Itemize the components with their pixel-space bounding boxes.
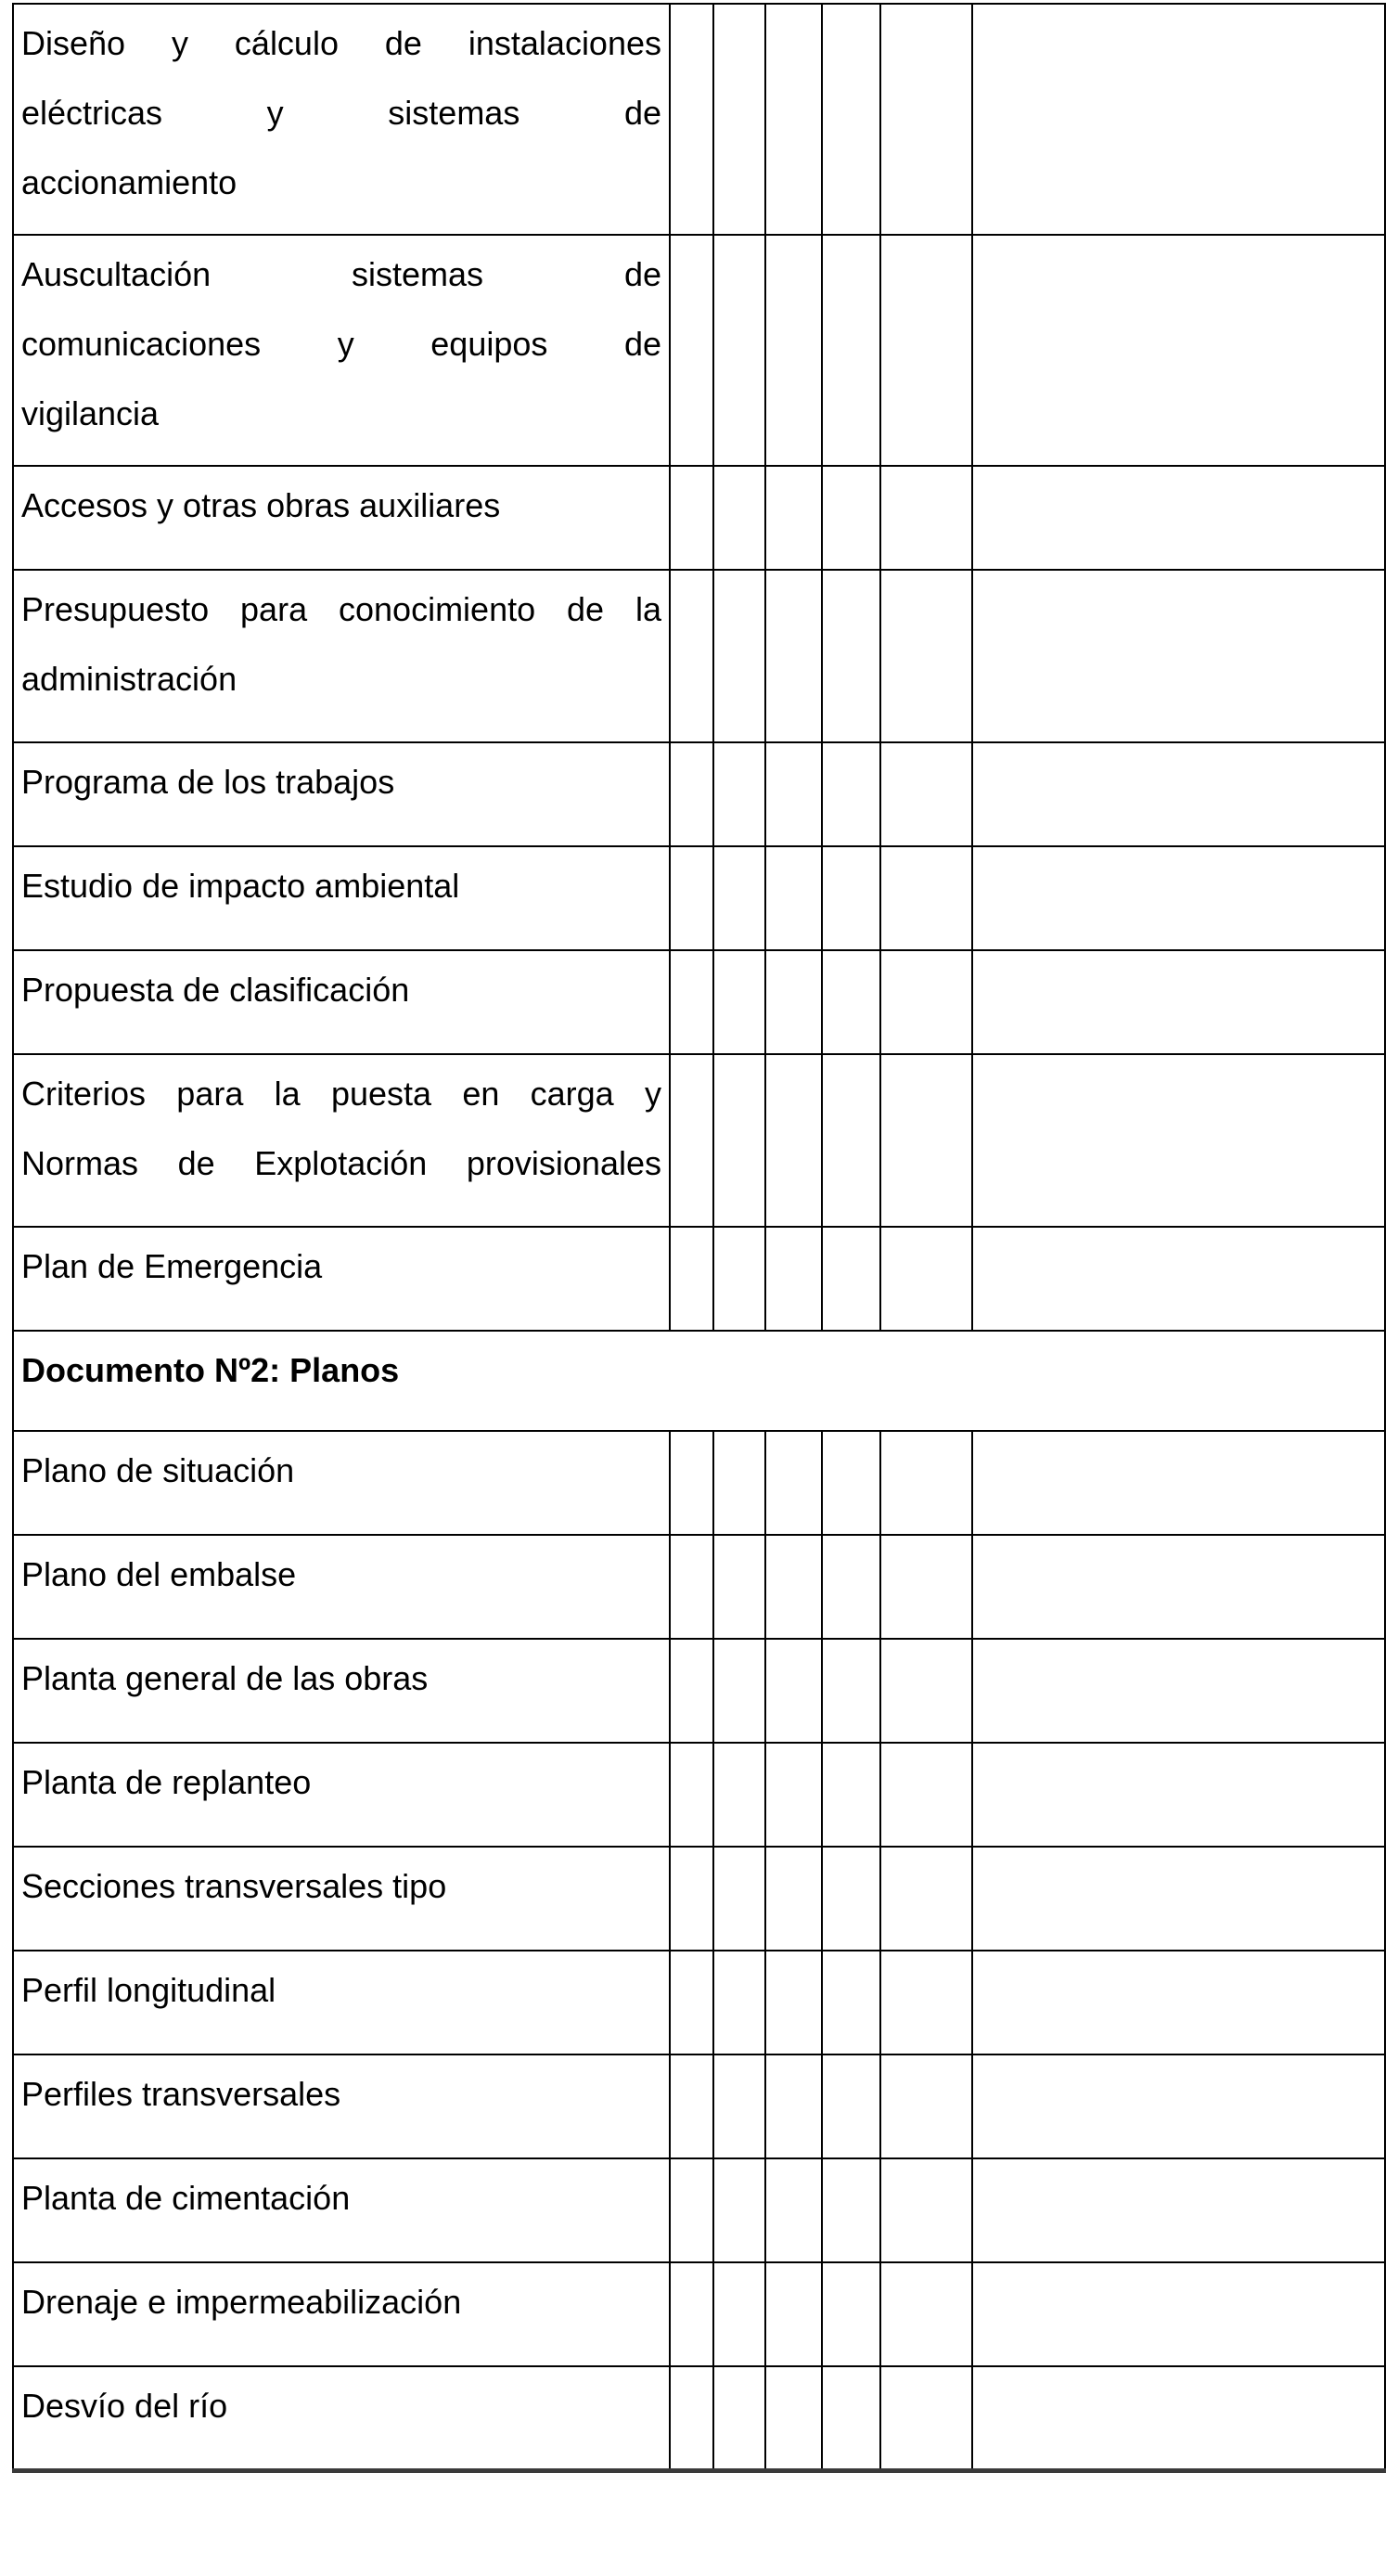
item-label-cell: [13, 2262, 670, 2366]
check-cell-2: [713, 1227, 765, 1331]
table-body: [13, 4, 1385, 2470]
check-cell-1: [670, 846, 713, 950]
item-label-cell: [13, 1227, 670, 1331]
notes-cell: [972, 2054, 1385, 2158]
check-cell-3: [765, 846, 822, 950]
check-cell-2: [713, 846, 765, 950]
item-label-cell: [13, 1951, 670, 2054]
check-cell-5: [880, 2366, 972, 2470]
check-cell-5: [880, 235, 972, 466]
check-cell-5: [880, 1847, 972, 1951]
item-text-line: Presupuesto para conocimiento de la: [21, 590, 661, 628]
check-cell-5: [880, 846, 972, 950]
check-cell-1: [670, 235, 713, 466]
item-text-line: Accesos y otras obras auxiliares: [21, 486, 501, 524]
check-cell-3: [765, 466, 822, 570]
item-label-cell: [13, 1054, 670, 1227]
table-row: [13, 235, 1385, 466]
check-cell-4: [822, 1847, 880, 1951]
item-text-line: Planta general de las obras: [21, 1659, 429, 1697]
notes-cell: [972, 1431, 1385, 1535]
check-cell-4: [822, 1639, 880, 1743]
notes-cell: [972, 2366, 1385, 2470]
check-cell-2: [713, 950, 765, 1054]
item-text-line: Desvío del río: [21, 2387, 228, 2425]
check-cell-1: [670, 2366, 713, 2470]
table-row: [13, 466, 1385, 570]
check-cell-2: [713, 466, 765, 570]
check-cell-3: [765, 235, 822, 466]
item-text-line: Plano del embalse: [21, 1555, 297, 1593]
check-cell-5: [880, 1951, 972, 2054]
notes-cell: [972, 2158, 1385, 2262]
item-label-cell: [13, 1431, 670, 1535]
item-label-cell: [13, 1847, 670, 1951]
check-cell-2: [713, 1847, 765, 1951]
notes-cell: [972, 1535, 1385, 1639]
item-label-cell: [13, 1639, 670, 1743]
check-cell-3: [765, 950, 822, 1054]
item-text-line: Perfil longitudinal: [21, 1971, 276, 2009]
check-cell-5: [880, 2158, 972, 2262]
section-title: Documento Nº2: Planos: [21, 1351, 400, 1389]
check-cell-1: [670, 2262, 713, 2366]
check-cell-2: [713, 1743, 765, 1847]
table-row: [13, 2262, 1385, 2366]
notes-cell: [972, 742, 1385, 846]
item-text-line: Normas de Explotación provisionales: [21, 1144, 661, 1182]
notes-cell: [972, 1847, 1385, 1951]
check-cell-3: [765, 1951, 822, 2054]
check-cell-4: [822, 2262, 880, 2366]
table-row: [13, 1535, 1385, 1639]
item-text-line: Auscultación sistemas de: [21, 255, 661, 293]
check-cell-5: [880, 2262, 972, 2366]
table-row: [13, 2366, 1385, 2470]
check-cell-1: [670, 742, 713, 846]
check-cell-2: [713, 1639, 765, 1743]
item-label-cell: [13, 2366, 670, 2470]
table-row: [13, 4, 1385, 235]
check-cell-2: [713, 742, 765, 846]
check-cell-1: [670, 1227, 713, 1331]
item-label-cell: [13, 2054, 670, 2158]
notes-cell: [972, 950, 1385, 1054]
check-cell-2: [713, 235, 765, 466]
check-cell-2: [713, 570, 765, 742]
check-cell-5: [880, 4, 972, 235]
item-label-cell: [13, 466, 670, 570]
check-cell-4: [822, 2054, 880, 2158]
item-label-cell: [13, 1535, 670, 1639]
checklist-table: [12, 3, 1386, 2473]
check-cell-3: [765, 2158, 822, 2262]
check-cell-1: [670, 1743, 713, 1847]
check-cell-4: [822, 4, 880, 235]
item-label-cell: [13, 4, 670, 235]
check-cell-4: [822, 2366, 880, 2470]
section-row: [13, 1331, 1385, 1431]
item-label-cell: [13, 846, 670, 950]
check-cell-3: [765, 1227, 822, 1331]
notes-cell: [972, 1951, 1385, 2054]
notes-cell: [972, 235, 1385, 466]
check-cell-1: [670, 1054, 713, 1227]
check-cell-3: [765, 2366, 822, 2470]
check-cell-5: [880, 2054, 972, 2158]
check-cell-4: [822, 1431, 880, 1535]
check-cell-4: [822, 1743, 880, 1847]
check-cell-2: [713, 1054, 765, 1227]
table-row: [13, 2158, 1385, 2262]
notes-cell: [972, 466, 1385, 570]
check-cell-3: [765, 2262, 822, 2366]
notes-cell: [972, 1743, 1385, 1847]
item-label-cell: [13, 235, 670, 466]
table-row: [13, 1227, 1385, 1331]
item-text-line: Propuesta de clasificación: [21, 971, 410, 1009]
check-cell-5: [880, 950, 972, 1054]
notes-cell: [972, 1054, 1385, 1227]
notes-cell: [972, 1639, 1385, 1743]
table-row: [13, 2054, 1385, 2158]
notes-cell: [972, 2262, 1385, 2366]
check-cell-5: [880, 466, 972, 570]
item-text-line: comunicaciones y equipos de: [21, 325, 661, 363]
check-cell-1: [670, 1847, 713, 1951]
check-cell-1: [670, 950, 713, 1054]
table-row: [13, 1054, 1385, 1227]
check-cell-3: [765, 1847, 822, 1951]
check-cell-4: [822, 1227, 880, 1331]
check-cell-1: [670, 1951, 713, 2054]
check-cell-4: [822, 2158, 880, 2262]
item-text-line: Drenaje e impermeabilización: [21, 2283, 462, 2321]
check-cell-5: [880, 1639, 972, 1743]
section-header-cell: [13, 1331, 1385, 1431]
check-cell-5: [880, 1535, 972, 1639]
item-text-line: vigilancia: [21, 394, 160, 432]
item-text-line: Estudio de impacto ambiental: [21, 867, 460, 905]
table-row: [13, 570, 1385, 742]
check-cell-1: [670, 1639, 713, 1743]
check-cell-1: [670, 466, 713, 570]
check-cell-2: [713, 1535, 765, 1639]
check-cell-5: [880, 1054, 972, 1227]
item-text-line: eléctricas y sistemas de: [21, 94, 661, 132]
check-cell-2: [713, 1431, 765, 1535]
check-cell-1: [670, 4, 713, 235]
item-label-cell: [13, 950, 670, 1054]
check-cell-4: [822, 1054, 880, 1227]
check-cell-2: [713, 2366, 765, 2470]
table-row: [13, 1743, 1385, 1847]
check-cell-3: [765, 4, 822, 235]
notes-cell: [972, 1227, 1385, 1331]
check-cell-3: [765, 1639, 822, 1743]
item-label-cell: [13, 570, 670, 742]
check-cell-4: [822, 235, 880, 466]
check-cell-1: [670, 1431, 713, 1535]
item-text-line: Criterios para la puesta en carga y: [21, 1075, 661, 1113]
table-row: [13, 950, 1385, 1054]
item-text-line: Planta de replanteo: [21, 1763, 312, 1801]
check-cell-5: [880, 1431, 972, 1535]
item-text-line: Secciones transversales tipo: [21, 1867, 447, 1905]
check-cell-4: [822, 846, 880, 950]
item-text-line: Plano de situación: [21, 1451, 295, 1489]
check-cell-1: [670, 2158, 713, 2262]
check-cell-3: [765, 1743, 822, 1847]
item-label-cell: [13, 1743, 670, 1847]
check-cell-2: [713, 2158, 765, 2262]
check-cell-4: [822, 950, 880, 1054]
item-text-line: Planta de cimentación: [21, 2179, 351, 2217]
check-cell-5: [880, 570, 972, 742]
item-label-cell: [13, 742, 670, 846]
table-row: [13, 1639, 1385, 1743]
table-row: [13, 1431, 1385, 1535]
table-row: [13, 742, 1385, 846]
item-text-line: Perfiles transversales: [21, 2075, 341, 2113]
check-cell-1: [670, 570, 713, 742]
notes-cell: [972, 4, 1385, 235]
check-cell-4: [822, 570, 880, 742]
item-text-line: Diseño y cálculo de instalaciones: [21, 24, 661, 62]
check-cell-3: [765, 1054, 822, 1227]
table-row: [13, 1847, 1385, 1951]
check-cell-5: [880, 742, 972, 846]
item-text-line: Programa de los trabajos: [21, 763, 395, 801]
item-text-line: Plan de Emergencia: [21, 1247, 323, 1285]
check-cell-2: [713, 1951, 765, 2054]
check-cell-3: [765, 1535, 822, 1639]
check-cell-4: [822, 742, 880, 846]
check-cell-4: [822, 1535, 880, 1639]
check-cell-1: [670, 2054, 713, 2158]
check-cell-3: [765, 1431, 822, 1535]
item-text-line: administración: [21, 660, 237, 698]
check-cell-3: [765, 570, 822, 742]
notes-cell: [972, 846, 1385, 950]
check-cell-1: [670, 1535, 713, 1639]
table-row: [13, 1951, 1385, 2054]
table-row: [13, 846, 1385, 950]
check-cell-5: [880, 1743, 972, 1847]
check-cell-2: [713, 2054, 765, 2158]
check-cell-4: [822, 1951, 880, 2054]
item-text-line: accionamiento: [21, 163, 237, 201]
check-cell-3: [765, 2054, 822, 2158]
check-cell-5: [880, 1227, 972, 1331]
notes-cell: [972, 570, 1385, 742]
check-cell-2: [713, 2262, 765, 2366]
check-cell-2: [713, 4, 765, 235]
check-cell-4: [822, 466, 880, 570]
check-cell-3: [765, 742, 822, 846]
item-label-cell: [13, 2158, 670, 2262]
